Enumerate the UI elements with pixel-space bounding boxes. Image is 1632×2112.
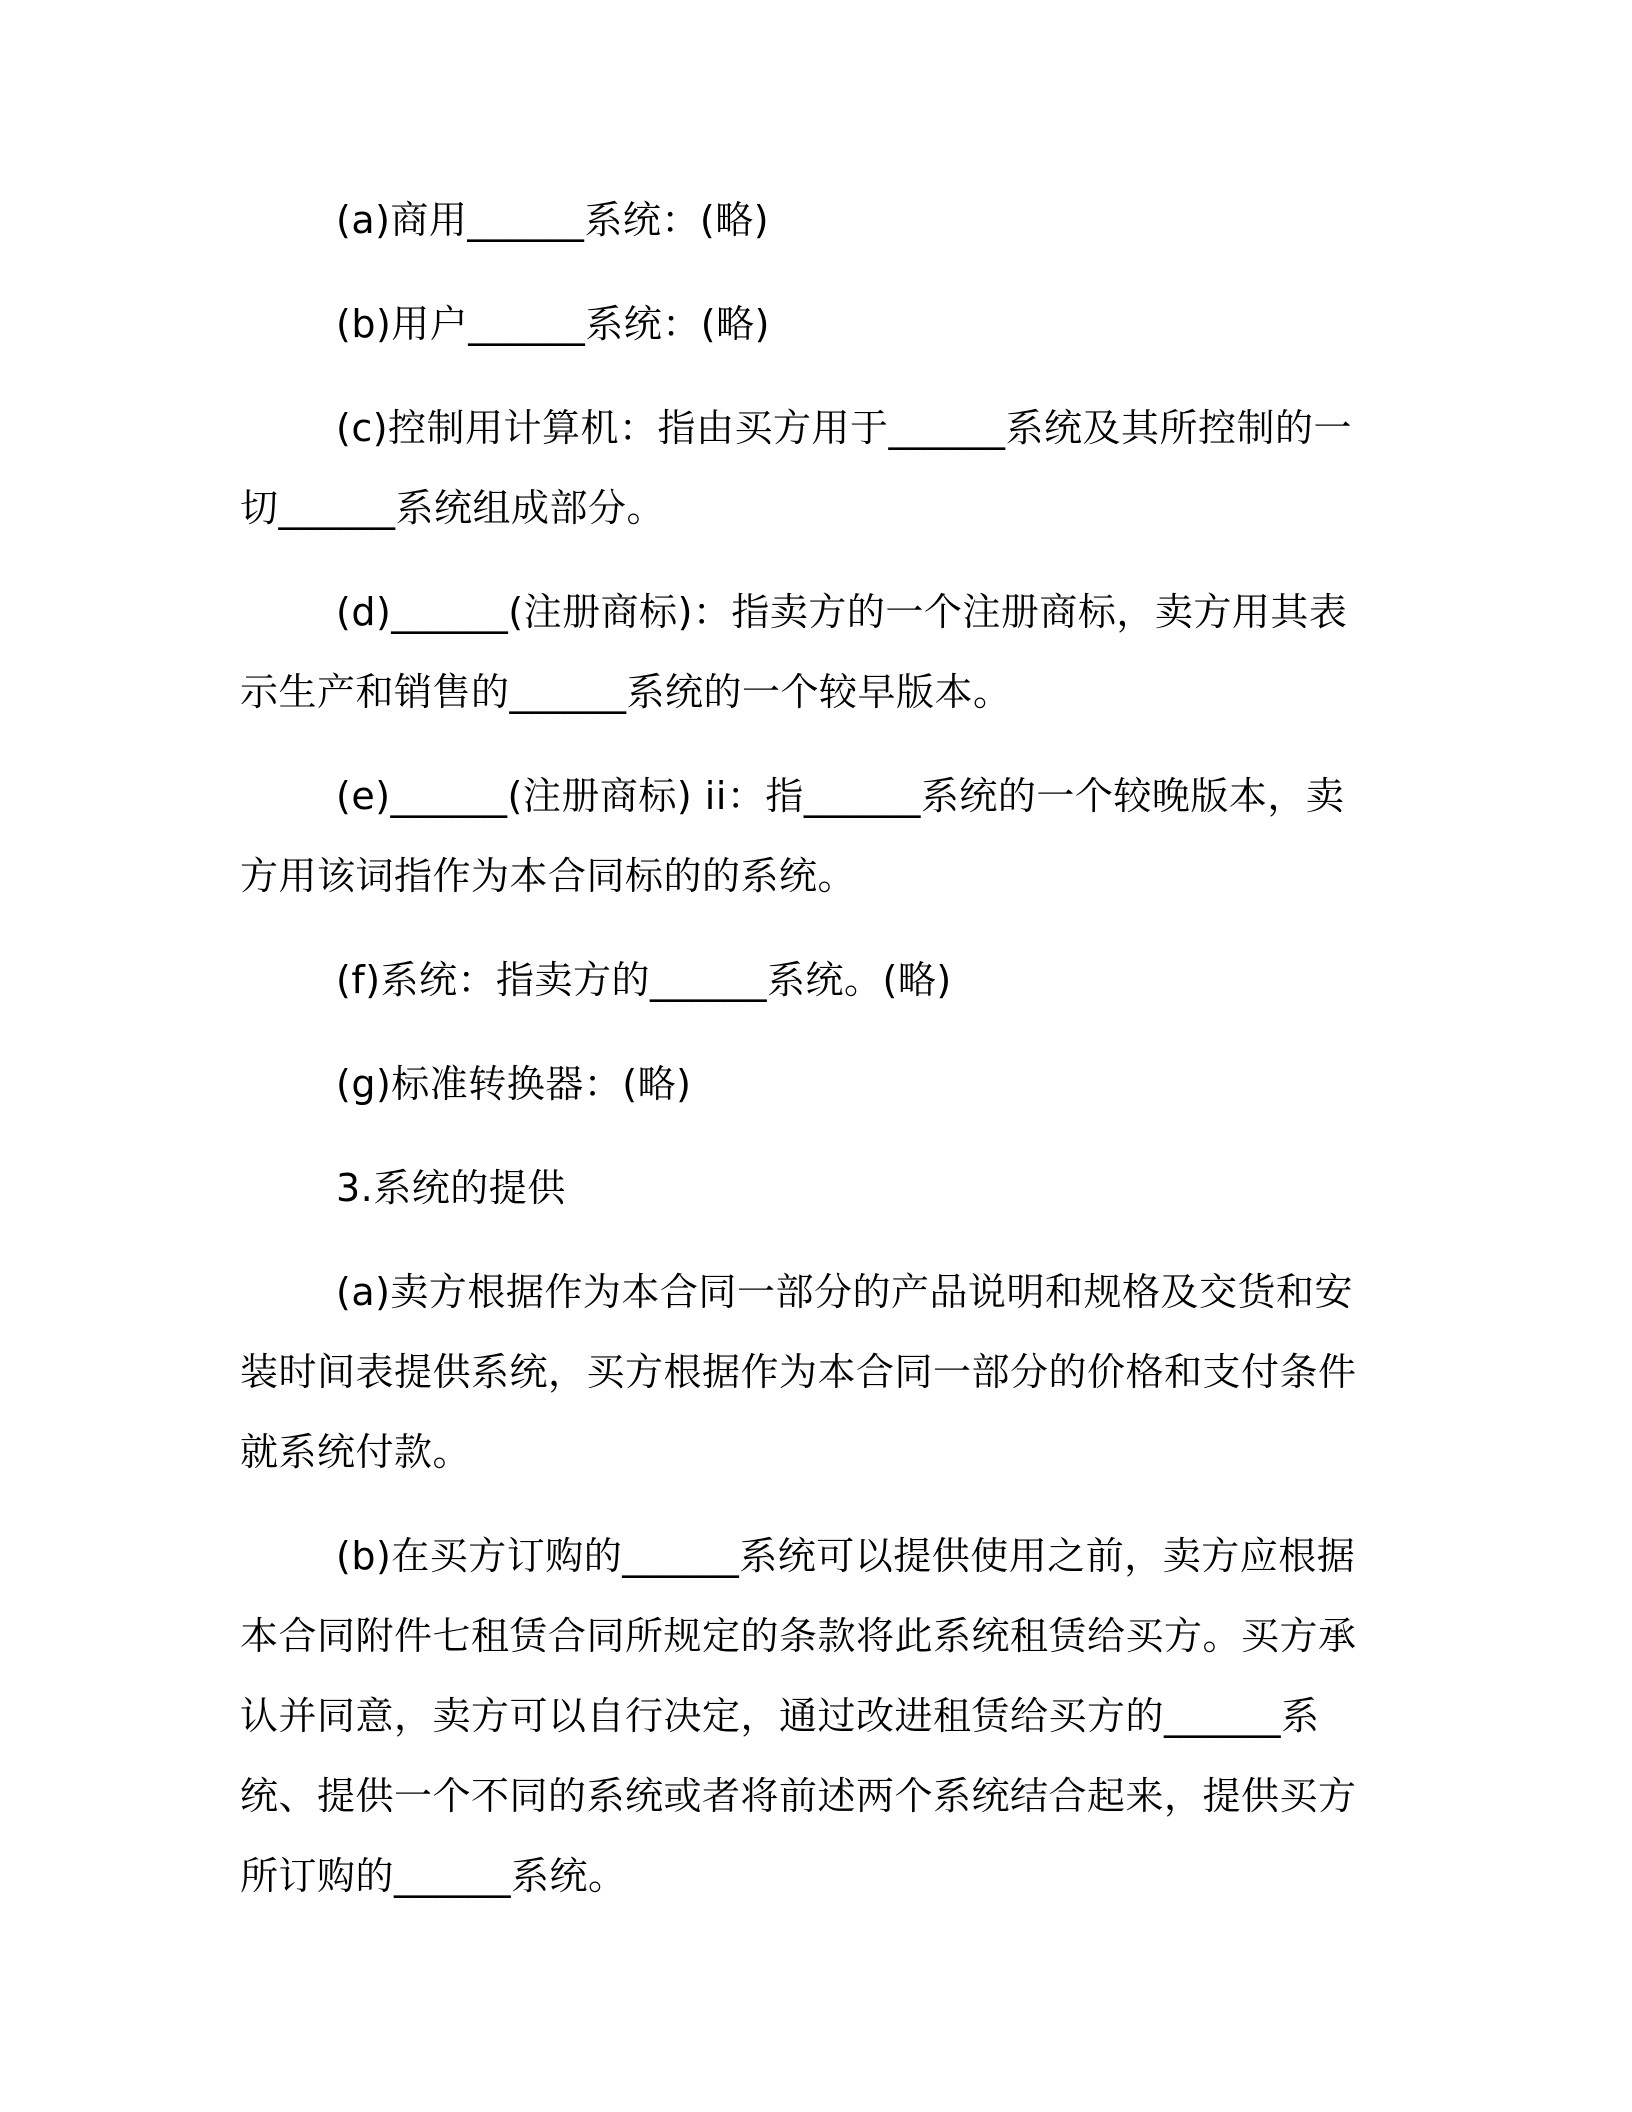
section-heading-system-supply: 3.系统的提供	[336, 1166, 566, 1210]
clause-3b-lease-before-delivery: (b)在买方订购的______系统可以提供使用之前，卖方应根据本合同附件七租赁合同所规定的条款将此系统租赁给买方。买方承认并同意，卖方可以自行决定，通过改进租赁给买方的______系统、提供一个不同的系统或者将前述两个系统结合起来，提供买方所订购的______系统。	[240, 1534, 1357, 1898]
clause-3a-supply-and-payment: (a)卖方根据作为本合同一部分的产品说明和规格及交货和安装时间表提供系统，买方根据作为本合同一部分的价格和支付条件就系统付款。	[240, 1270, 1357, 1474]
definition-c-control-computer: (c)控制用计算机：指由买方用于______系统及其所控制的一切______系统组成部分。	[240, 406, 1353, 530]
definition-a-commercial-system: (a)商用______系统：(略)	[336, 198, 770, 242]
definition-g-standard-converter: (g)标准转换器：(略)	[336, 1062, 692, 1106]
definition-b-user-system: (b)用户______系统：(略)	[336, 302, 770, 346]
definition-f-system: (f)系统：指卖方的______系统。(略)	[336, 958, 952, 1002]
definition-d-trademark-earlier-version: (d)______(注册商标)：指卖方的一个注册商标，卖方用其表示生产和销售的______系统的一个较早版本。	[240, 590, 1348, 714]
definition-e-trademark-later-version: (e)______(注册商标) ii：指______系统的一个较晚版本，卖方用该词指作为本合同标的的系统。	[240, 774, 1345, 898]
document-body	[240, 180, 1380, 1940]
